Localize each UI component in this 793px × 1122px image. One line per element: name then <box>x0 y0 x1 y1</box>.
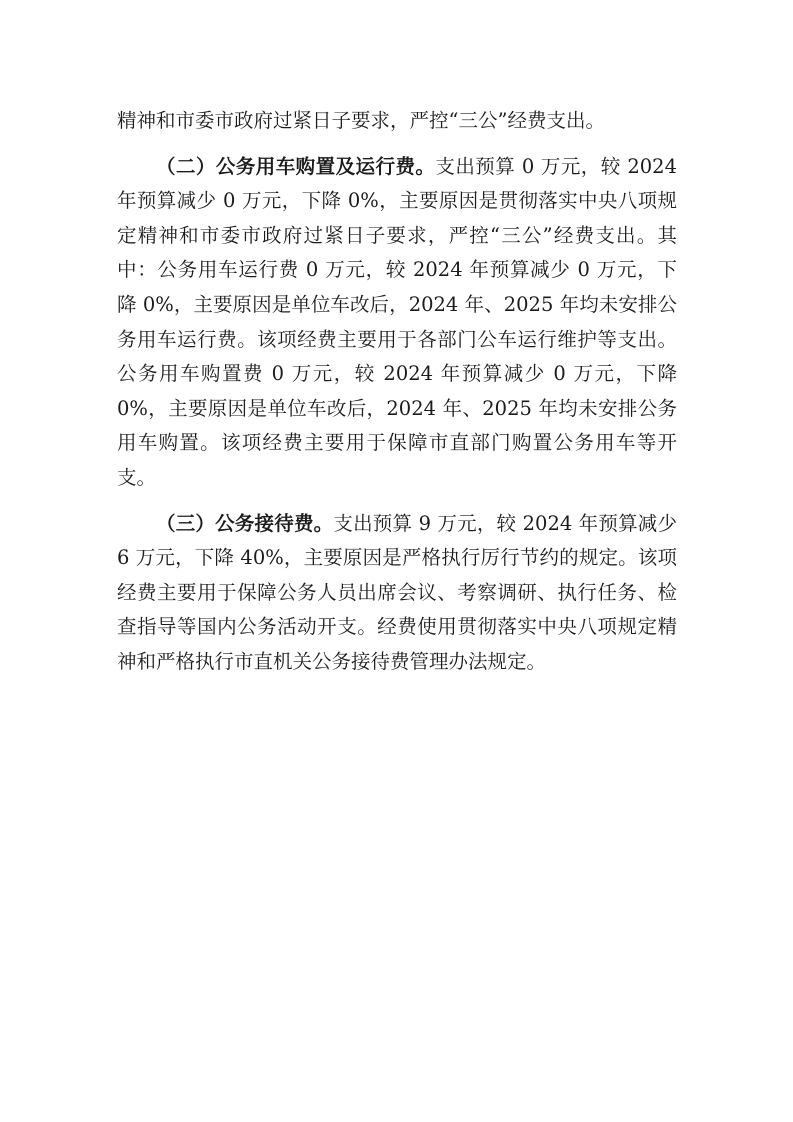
document-body <box>117 104 677 680</box>
paragraph-continuation <box>117 104 677 139</box>
paragraph-vehicle-costs <box>117 150 677 496</box>
section-heading-vehicle: （二）公务用车购置及运行费。 <box>156 154 436 178</box>
paragraph-text: 支出预算 0 万元，较 2024 年预算减少 0 万元，下降 0%，主要原因是贯彻落实中央八项规定精神和市委市政府过紧日子要求，严控“三公”经费支出。其中：公务用车运行费 0 万元，较 2024 年预算减少 0 万元，下降 0%，主要原因是单位车改后，2024 年、2025 年均未安排公务用车运行费。该项经费主要用于各部门公车运行维护等支出。公务用车购置费 0 万元，较 2024 年预算减少 0 万元，下降 0%，主要原因是单位车改后，2024 年、2025 年均未安排公务用车购置。该项经费主要用于保障市直部门购置公务用车等开支。 <box>117 154 677 489</box>
paragraph-text: 精神和市委市政府过紧日子要求，严控“三公”经费支出。 <box>117 109 605 132</box>
paragraph-reception-costs <box>117 507 677 680</box>
paragraph-text: 支出预算 9 万元，较 2024 年预算减少 6 万元，下降 40%，主要原因是严格执行厉行节约的规定。该项经费主要用于保障公务人员出席会议、考察调研、执行任务、检查指导等国内公务活动开支。经费使用贯彻落实中央八项规定精神和严格执行市直机关公务接待费管理办法规定。 <box>117 511 677 673</box>
section-heading-reception: （三）公务接待费。 <box>156 511 334 535</box>
